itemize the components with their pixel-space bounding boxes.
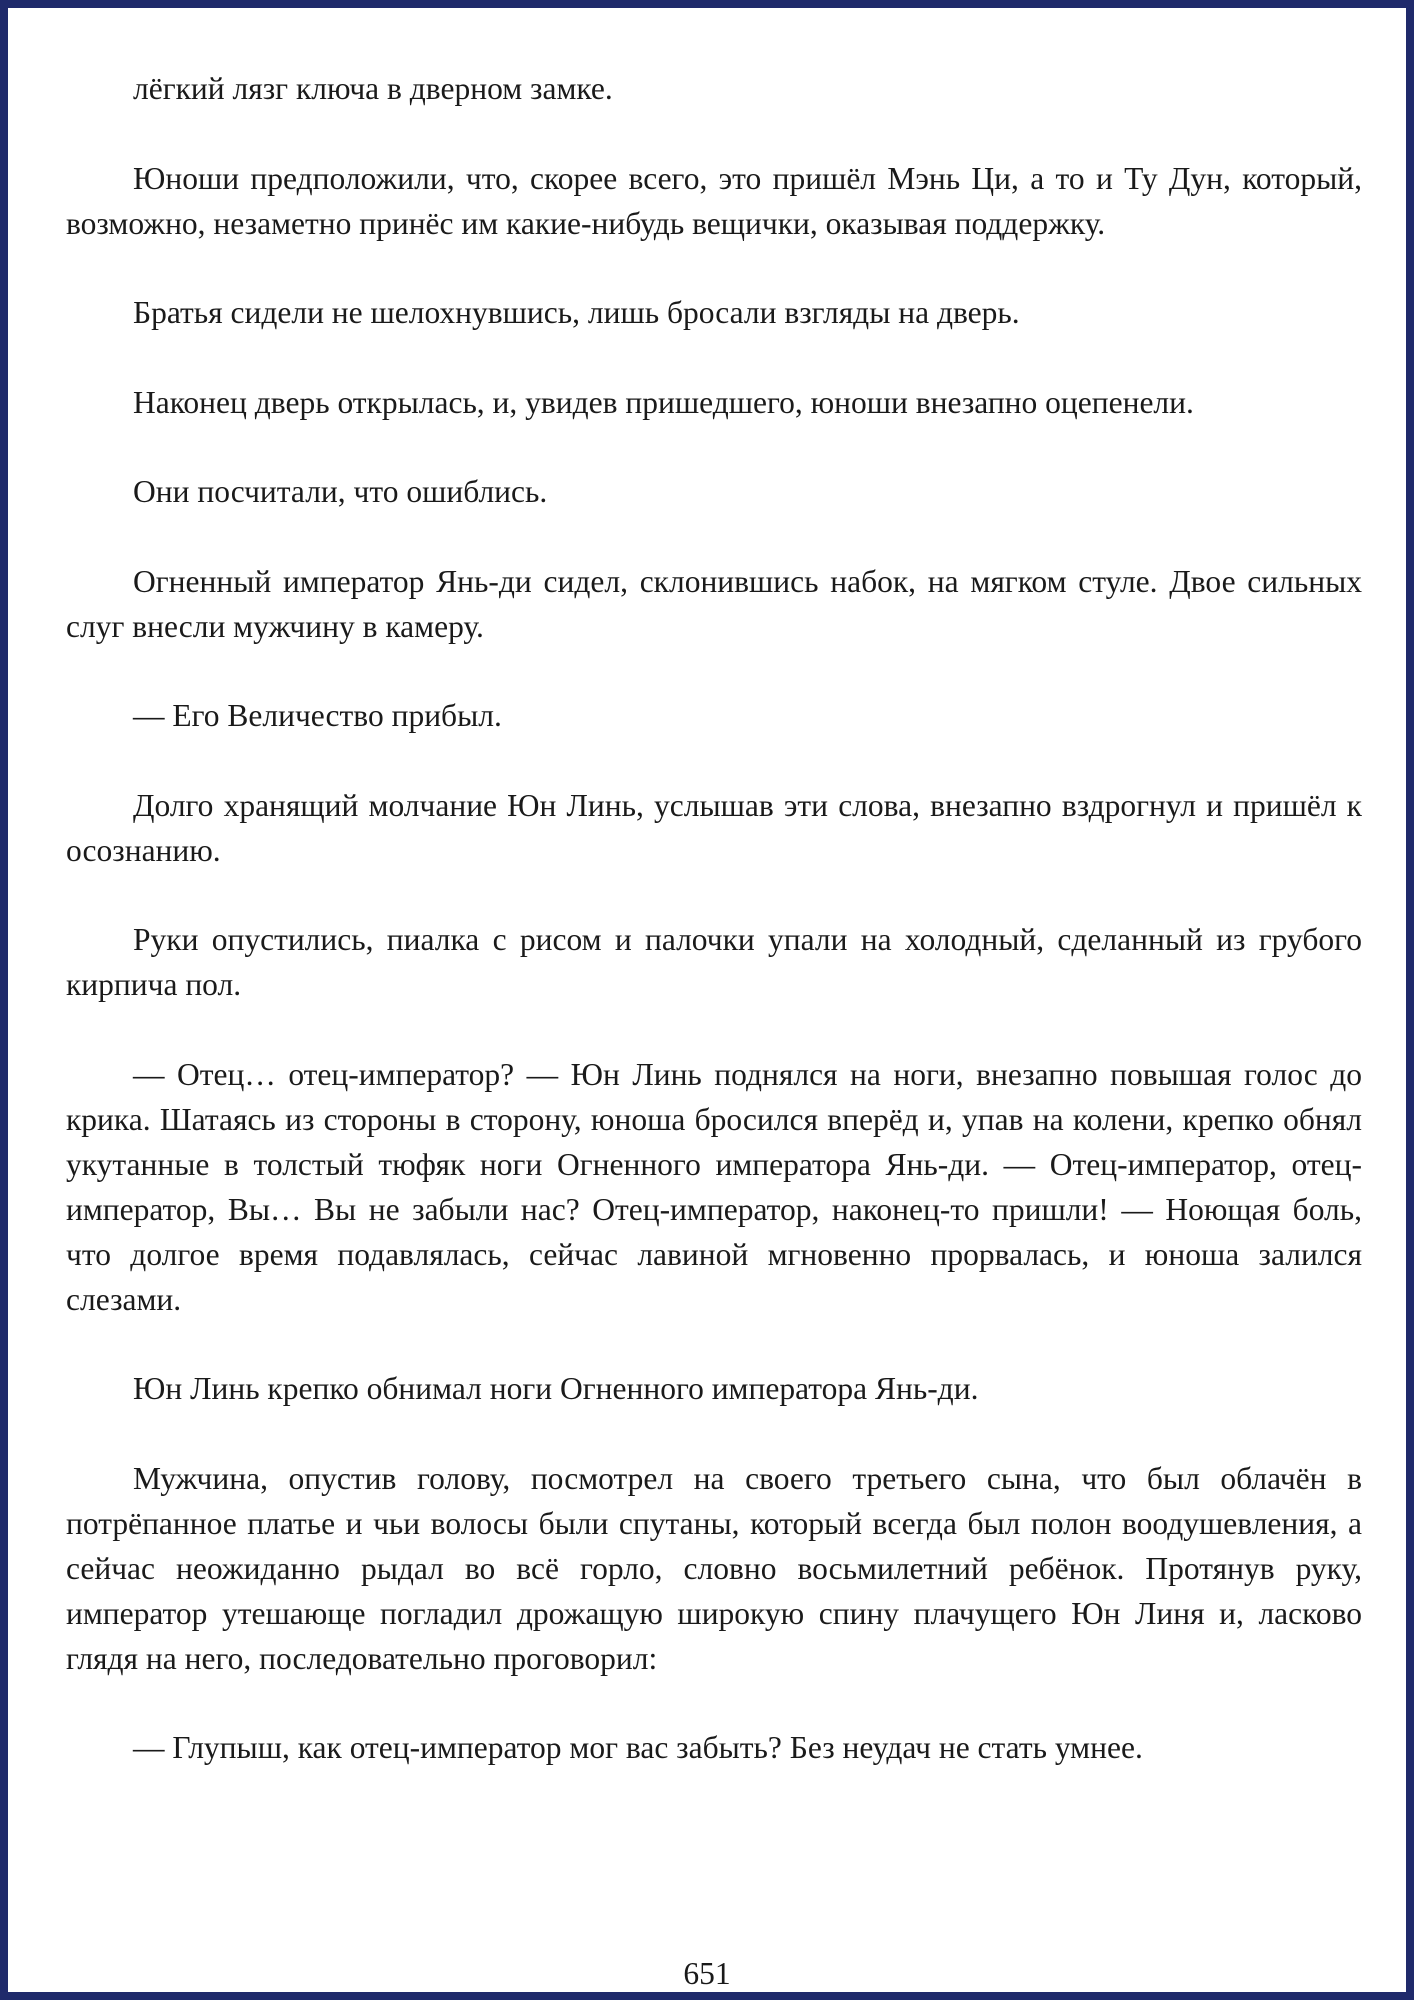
- paragraph: Долго хранящий молчание Юн Линь, услышав эти слова, внезапно вздрогнул и пришёл к осознанию.: [66, 787, 1362, 868]
- paragraph: Руки опустились, пиалка с рисом и палочки упали на холодный, сделанный из грубого кирпича пол.: [66, 922, 1362, 1002]
- paragraph: — Глупыш, как отец-император мог вас забыть? Без неудач не стать умнее.: [133, 1730, 1143, 1765]
- page-number: 651: [683, 1956, 731, 1991]
- paragraph: Мужчина, опустив голову, посмотрел на своего третьего сына, что был облачён в потрёпанное платье и чьи волосы были спутаны, который всегда был полон воодушевления, а сейчас неожиданно рыдал во всё горло, словно восьмилетний ребёнок. Протянув руку, император утешающе погладил дрожащую широкую спину плачущего Юн Линя и, ласково глядя на него, последовательно проговорил:: [66, 1460, 1362, 1676]
- paragraph: Наконец дверь открылась, и, увидев пришедшего, юноши внезапно оцепенели.: [133, 384, 1194, 420]
- paragraph: Братья сидели не шелохнувшись, лишь бросали взгляды на дверь.: [133, 295, 1020, 330]
- paragraph: Юн Линь крепко обнимал ноги Огненного императора Янь-ди.: [133, 1371, 979, 1406]
- paragraph: Юноши предположили, что, скорее всего, это пришёл Мэнь Ци, а то и Ту Дун, который, возможно, незаметно принёс им какие-нибудь вещички, оказывая поддержку.: [66, 160, 1362, 241]
- paragraph: — Отец… отец-император? — Юн Линь поднялся на ноги, внезапно повышая голос до крика. Шатаясь из стороны в сторону, юноша бросился вперёд и, упав на колени, крепко обнял укутанные в толстый тюфяк ноги Огненного императора Янь-ди. — Отец-император, отец-император, Вы… Вы не забыли нас? Отец-император, наконец-то пришли! — Ноющая боль, что долгое время подавлялась, сейчас лавиной мгновенно прорвалась, и юноша залился слезами.: [66, 1056, 1362, 1317]
- page-body: [66, 66, 1362, 1815]
- paragraph: Огненный император Янь-ди сидел, склонившись набок, на мягком стуле. Двое сильных слуг внесли мужчину в камеру.: [66, 563, 1362, 644]
- paragraph: — Его Величество прибыл.: [133, 698, 502, 733]
- paragraph: лёгкий лязг ключа в дверном замке.: [133, 71, 613, 106]
- paragraph: Они посчитали, что ошиблись.: [133, 474, 548, 509]
